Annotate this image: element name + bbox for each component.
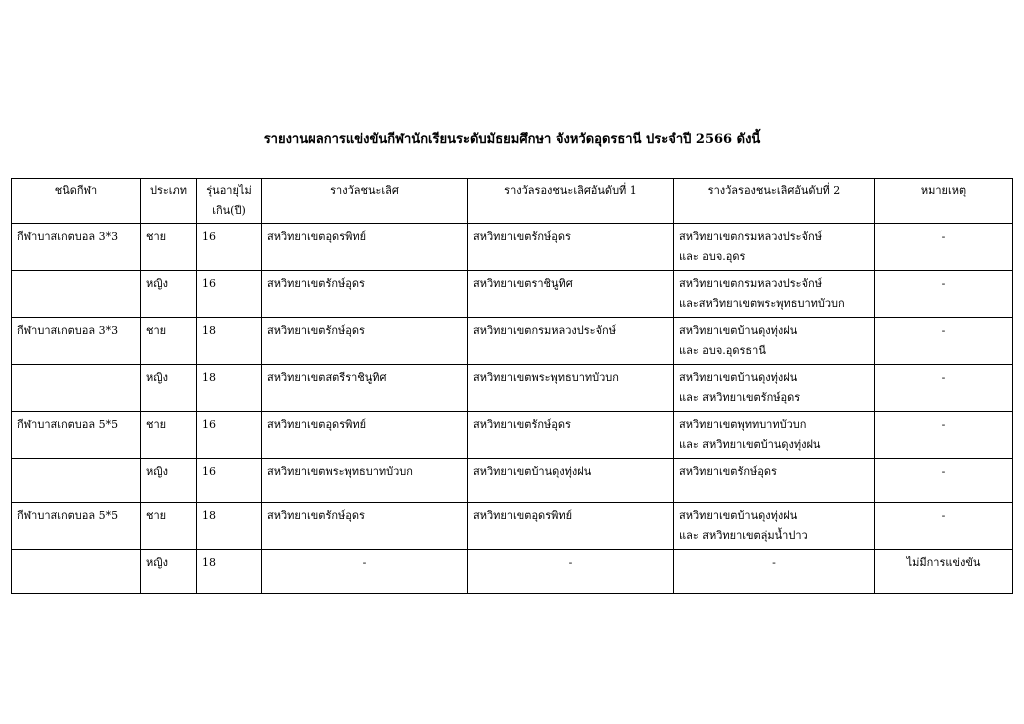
- cell-sport: [12, 459, 141, 503]
- cell-note: ไม่มีการแข่งขัน: [875, 550, 1013, 594]
- cell-age: 18: [197, 550, 262, 594]
- cell-runner-up-2: -: [674, 550, 875, 594]
- cell-sport: กีฬาบาสเกตบอล 5*5: [12, 503, 141, 550]
- cell-note: -: [875, 318, 1013, 365]
- cell-age: 16: [197, 271, 262, 318]
- cell-sport: [12, 365, 141, 412]
- document-title: รายงานผลการแข่งขันกีฬานักเรียนระดับมัธยมศึกษา จังหวัดอุดรธานี ประจำปี 2566 ดังนี้: [263, 132, 761, 147]
- table-header-row: [12, 179, 1013, 224]
- header-note: หมายเหตุ: [875, 179, 1013, 224]
- runner-up-2-line1: สหวิทยาเขตกรมหลวงประจักษ์: [679, 230, 822, 243]
- table-row: [12, 459, 1013, 503]
- cell-note: -: [875, 503, 1013, 550]
- cell-type: ชาย: [141, 224, 197, 271]
- header-winner: รางวัลชนะเลิศ: [262, 179, 468, 224]
- cell-runner-up-1: -: [468, 550, 674, 594]
- header-runner-up-2: รางวัลรองชนะเลิศอันดับที่ 2: [674, 179, 875, 224]
- table-row: [12, 365, 1013, 412]
- runner-up-2-line2: และ อบจ.อุดร: [679, 250, 746, 263]
- cell-note: -: [875, 224, 1013, 271]
- header-age-line1: รุ่นอายุไม่: [206, 184, 252, 197]
- table-row: [12, 318, 1013, 365]
- cell-runner-up-1: สหวิทยาเขตอุดรพิทย์: [468, 503, 674, 550]
- cell-winner: สหวิทยาเขตรักษ์อุดร: [262, 271, 468, 318]
- cell-runner-up-2: [674, 412, 875, 459]
- runner-up-2-line1: สหวิทยาเขตบ้านดุงทุ่งฝน: [679, 371, 798, 384]
- cell-sport: [12, 550, 141, 594]
- header-type: ประเภท: [141, 179, 197, 224]
- cell-winner: สหวิทยาเขตพระพุทธบาทบัวบก: [262, 459, 468, 503]
- runner-up-2-line1: สหวิทยาเขตพุททบาทบัวบก: [679, 418, 807, 431]
- runner-up-2-line2: และ สหวิทยาเขตลุ่มน้ำปาว: [679, 529, 808, 542]
- cell-runner-up-2: [674, 271, 875, 318]
- cell-note: -: [875, 365, 1013, 412]
- cell-age: 16: [197, 224, 262, 271]
- cell-runner-up-1: สหวิทยาเขตรักษ์อุดร: [468, 412, 674, 459]
- runner-up-2-line2: และ สหวิทยาเขตรักษ์อุดร: [679, 391, 801, 404]
- cell-type: ชาย: [141, 318, 197, 365]
- cell-runner-up-1: สหวิทยาเขตรักษ์อุดร: [468, 224, 674, 271]
- cell-type: หญิง: [141, 550, 197, 594]
- runner-up-2-line2: และสหวิทยาเขตพระพุทธบาทบัวบก: [679, 297, 845, 310]
- results-table: [11, 178, 1013, 594]
- cell-age: 18: [197, 503, 262, 550]
- cell-sport: กีฬาบาสเกตบอล 5*5: [12, 412, 141, 459]
- runner-up-2-line1: สหวิทยาเขตบ้านดุงทุ่งฝน: [679, 509, 798, 522]
- cell-runner-up-1: สหวิทยาเขตพระพุทธบาทบัวบก: [468, 365, 674, 412]
- cell-runner-up-2: [674, 503, 875, 550]
- header-runner-up-1: รางวัลรองชนะเลิศอันดับที่ 1: [468, 179, 674, 224]
- cell-sport: กีฬาบาสเกตบอล 3*3: [12, 318, 141, 365]
- cell-note: -: [875, 412, 1013, 459]
- cell-type: หญิง: [141, 365, 197, 412]
- cell-sport: กีฬาบาสเกตบอล 3*3: [12, 224, 141, 271]
- runner-up-2-line1: สหวิทยาเขตกรมหลวงประจักษ์: [679, 277, 822, 290]
- cell-runner-up-2: [674, 459, 875, 503]
- cell-runner-up-2: [674, 318, 875, 365]
- cell-type: ชาย: [141, 412, 197, 459]
- runner-up-2-line1: สหวิทยาเขตรักษ์อุดร: [679, 465, 777, 478]
- cell-age: 18: [197, 318, 262, 365]
- table-row: [12, 550, 1013, 594]
- cell-age: 18: [197, 365, 262, 412]
- cell-runner-up-1: สหวิทยาเขตบ้านดุงทุ่งฝน: [468, 459, 674, 503]
- cell-type: หญิง: [141, 459, 197, 503]
- runner-up-2-line2: และ สหวิทยาเขตบ้านดุงทุ่งฝน: [679, 438, 821, 451]
- cell-type: ชาย: [141, 503, 197, 550]
- cell-winner: -: [262, 550, 468, 594]
- cell-runner-up-2: [674, 365, 875, 412]
- cell-winner: สหวิทยาเขตอุดรพิทย์: [262, 412, 468, 459]
- runner-up-2-line2: และ อบจ.อุดรธานี: [679, 344, 766, 357]
- table-row: [12, 503, 1013, 550]
- table-row: [12, 412, 1013, 459]
- cell-age: 16: [197, 459, 262, 503]
- header-age-line2: เกิน(ปี): [212, 204, 246, 217]
- cell-note: -: [875, 459, 1013, 503]
- cell-winner: สหวิทยาเขตรักษ์อุดร: [262, 503, 468, 550]
- cell-runner-up-1: สหวิทยาเขตกรมหลวงประจักษ์: [468, 318, 674, 365]
- header-sport: ชนิดกีฬา: [12, 179, 141, 224]
- cell-winner: สหวิทยาเขตรักษ์อุดร: [262, 318, 468, 365]
- table-row: [12, 224, 1013, 271]
- cell-type: หญิง: [141, 271, 197, 318]
- table-row: [12, 271, 1013, 318]
- cell-sport: [12, 271, 141, 318]
- cell-runner-up-2: [674, 224, 875, 271]
- header-age: [197, 179, 262, 224]
- cell-winner: สหวิทยาเขตอุดรพิทย์: [262, 224, 468, 271]
- runner-up-2-line1: สหวิทยาเขตบ้านดุงทุ่งฝน: [679, 324, 798, 337]
- cell-age: 16: [197, 412, 262, 459]
- cell-winner: สหวิทยาเขตสตรีราชินูทิศ: [262, 365, 468, 412]
- cell-note: -: [875, 271, 1013, 318]
- cell-runner-up-1: สหวิทยาเขตราชินูทิศ: [468, 271, 674, 318]
